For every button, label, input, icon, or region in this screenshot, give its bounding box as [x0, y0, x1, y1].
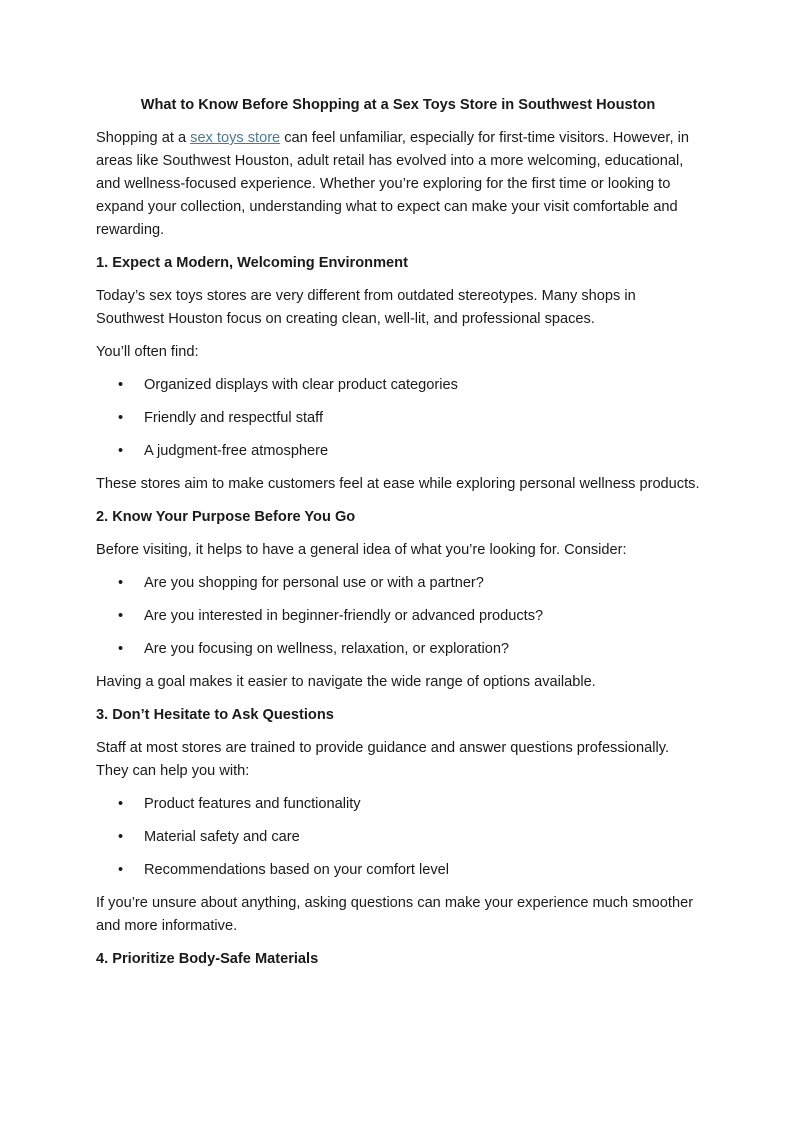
section-1-heading: 1. Expect a Modern, Welcoming Environment	[96, 255, 408, 271]
section-1-paragraph-2: You’ll often find:	[96, 344, 199, 360]
section-2-paragraph-3: Having a goal makes it easier to navigate the wide range of options available.	[96, 674, 596, 690]
list-item-text: Material safety and care	[144, 829, 300, 845]
section-2-heading: 2. Know Your Purpose Before You Go	[96, 509, 356, 525]
list-item	[96, 407, 700, 430]
bullet-icon: •	[118, 641, 124, 657]
bullet-icon: •	[118, 608, 124, 624]
list-item-text: A judgment-free atmosphere	[144, 443, 329, 459]
section-3-heading: 3. Don’t Hesitate to Ask Questions	[96, 707, 334, 723]
sex-toys-store-link[interactable]: sex toys store	[190, 130, 281, 146]
bullet-icon: •	[118, 410, 124, 426]
document-page	[96, 94, 700, 981]
bullet-icon: •	[118, 575, 124, 591]
bullet-icon: •	[118, 443, 124, 459]
section-1-paragraph-3: These stores aim to make customers feel at ease while exploring personal wellness products.	[96, 476, 700, 492]
intro-paragraph	[96, 127, 700, 242]
section-3-paragraph-3: If you’re unsure about anything, asking questions can make your experience much smoother and more informative.	[96, 895, 694, 934]
list-item	[96, 374, 700, 397]
section-2-list	[96, 572, 700, 661]
document-title: What to Know Before Shopping at a Sex Toys Store in Southwest Houston	[140, 97, 656, 113]
section-1-paragraph-1: Today’s sex toys stores are very different from outdated stereotypes. Many shops in Southwest Houston focus on creating clean, well-lit, and professional spaces.	[96, 288, 636, 327]
list-item	[96, 638, 700, 661]
section-4-heading: 4. Prioritize Body-Safe Materials	[96, 951, 319, 967]
list-item	[96, 572, 700, 595]
list-item	[96, 605, 700, 628]
section-3-paragraph-1: Staff at most stores are trained to provide guidance and answer questions professionally. They can help you with:	[96, 740, 669, 779]
list-item	[96, 859, 700, 882]
list-item-text: Product features and functionality	[144, 796, 361, 812]
list-item-text: Friendly and respectful staff	[144, 410, 324, 426]
section-1-list	[96, 374, 700, 463]
list-item	[96, 793, 700, 816]
intro-text-end: can feel unfamiliar, especially for first-time visitors. However, in areas like Southwest Houston, adult retail has evolved into a more welcoming, educational, and wellness-focused experience. Whether you’re exploring for the first time or looking to expand your collection, understanding what to expect can make your visit comfortable and rewarding.	[96, 130, 689, 238]
list-item-text: Are you shopping for personal use or with a partner?	[144, 575, 484, 591]
bullet-icon: •	[118, 377, 124, 393]
intro-text-start: Shopping at a	[96, 130, 191, 146]
list-item-text: Are you focusing on wellness, relaxation, or exploration?	[144, 641, 510, 657]
list-item	[96, 440, 700, 463]
bullet-icon: •	[118, 862, 124, 878]
list-item	[96, 826, 700, 849]
list-item-text: Are you interested in beginner-friendly or advanced products?	[144, 608, 544, 624]
bullet-icon: •	[118, 796, 124, 812]
bullet-icon: •	[118, 829, 124, 845]
list-item-text: Organized displays with clear product categories	[144, 377, 458, 393]
list-item-text: Recommendations based on your comfort level	[144, 862, 450, 878]
section-3-list	[96, 793, 700, 882]
section-2-paragraph-1: Before visiting, it helps to have a general idea of what you’re looking for. Consider:	[96, 542, 627, 558]
